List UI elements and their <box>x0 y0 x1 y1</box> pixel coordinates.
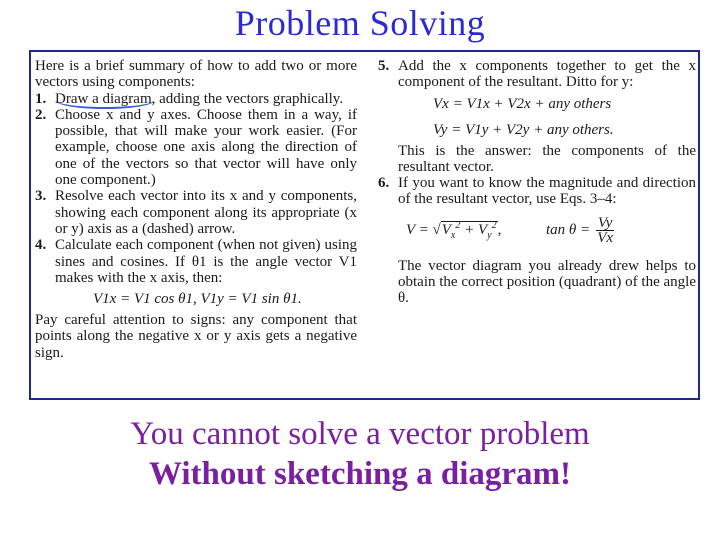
step-4 <box>35 237 357 286</box>
step-4-equation: V1x = V1 cos θ1, V1y = V1 sin θ1. <box>93 291 302 308</box>
step-3 <box>35 188 357 237</box>
step-6 <box>378 175 696 208</box>
equation-vy: Vy = V1y + V2y + any others. <box>433 121 614 138</box>
step-2-text: Choose x and y axes. Choose them in a way, if possible, that will make your work easier. (For example, choose one axis along the direction of one of the vectors so that vector will have only one component.) <box>55 106 357 189</box>
tan-fraction <box>596 216 614 245</box>
magnitude-lhs: V = <box>406 221 433 238</box>
summary-left-column <box>35 58 357 361</box>
tan-lhs: tan θ = <box>546 221 594 238</box>
signs-note: Pay careful attention to signs: any component that points along the negative x or y axis gets a negative sign. <box>35 312 357 361</box>
step-2-number: 2. <box>35 106 47 123</box>
step-5-number: 5. <box>378 58 390 74</box>
caption-line-1: You cannot solve a vector problem <box>130 416 590 452</box>
textbook-excerpt <box>29 50 700 400</box>
summary-intro: Here is a brief summary of how to add two or more vectors using components: <box>35 58 357 91</box>
step-3-number: 3. <box>35 188 47 205</box>
page-title: Problem Solving <box>234 3 486 43</box>
sqrt-body: $V_x^2 + V_y^2$ <box>441 219 497 241</box>
summary-right-column <box>378 58 696 307</box>
step-5 <box>378 58 696 91</box>
equation-vy-row <box>378 117 696 143</box>
sqrt-symbol: √ <box>432 221 441 238</box>
step-1-number: 1. <box>35 90 47 107</box>
step-4-text: Calculate each component (when not given) using sines and cosines. If θ1 is the angle vector V1 makes with the x axis, then: <box>55 237 357 286</box>
caption-line-2: Without sketching a diagram! <box>148 456 571 492</box>
step-6-text: If you want to know the magnitude and direction of the resultant vector, use Eqs. 3–4: <box>398 175 696 208</box>
answer-note: This is the answer: the components of the resultant vector. <box>398 142 696 175</box>
step-4-number: 4. <box>35 237 47 254</box>
equation-vx-row <box>378 91 696 117</box>
magnitude-equation: $V = √V_x^2 + V_y^2$, <box>406 219 502 241</box>
closing-note: The vector diagram you already drew helps to obtain the correct position (quadrant) of the angle θ. <box>398 257 696 307</box>
step-1-highlight: Draw a diagram, <box>55 90 156 107</box>
step-5-text: Add the x components together to get the x component of the resultant. Ditto for y: <box>398 58 696 91</box>
step-2 <box>35 107 357 188</box>
step-1 <box>35 91 357 107</box>
step-6-number: 6. <box>378 175 390 192</box>
step-1-rest: adding the vectors graphically. <box>155 90 344 107</box>
magnitude-equation-row <box>378 208 696 252</box>
step-4-equation-row <box>35 286 357 312</box>
tan-numerator: Vy <box>597 214 613 231</box>
tan-denominator: Vx <box>597 229 614 246</box>
tan-equation <box>546 208 616 252</box>
equation-vx: Vx = V1x + V2x + any others <box>433 95 612 112</box>
step-3-text: Resolve each vector into its x and y components, showing each component along its appropriate (x or y) axis as a (dashed) arrow. <box>55 188 357 237</box>
